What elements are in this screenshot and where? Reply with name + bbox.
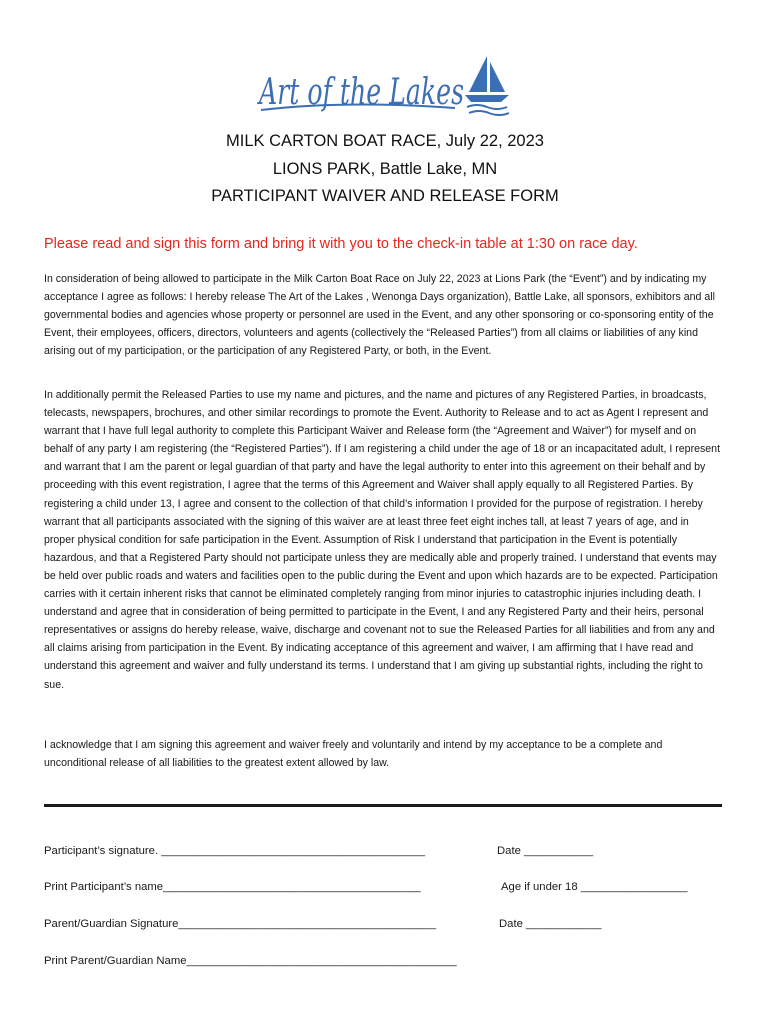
art-of-the-lakes-logo	[255, 52, 515, 120]
print-participant-name-field[interactable]: Print Participant’s name_________________________________________	[44, 881, 421, 893]
date-field-1[interactable]: Date ___________	[497, 845, 594, 857]
logo-wordmark: Art of the Lakes	[256, 72, 464, 113]
form-title: PARTICIPANT WAIVER AND RELEASE FORM	[211, 187, 559, 205]
print-guardian-name-field[interactable]: Print Parent/Guardian Name___________________________________________	[44, 955, 457, 967]
acknowledgement-paragraph: I acknowledge that I am signing this agreement and waiver freely and voluntarily and intend by my acceptance to be a complete and unconditional release of all liabilities to the greatest extent allowed by law.	[44, 739, 663, 770]
date-field-2[interactable]: Date ____________	[499, 918, 602, 930]
participant-signature-field[interactable]: Participant’s signature. __________________________________________	[44, 845, 426, 857]
age-if-under-18-field[interactable]: Age if under 18 _________________	[501, 881, 688, 893]
form-header	[0, 128, 770, 211]
release-paragraph: In consideration of being allowed to participate in the Milk Carton Boat Race on July 22, 2023 at Lions Park (the “Event”) and by indicating my acceptance I agree as follows: I hereby release The Art of the Lakes , Wenonga Days organization), Battle Lake, all sponsors, exhibitors and all governmental bodies and agencies whose property or personnel are used in the Event, and any other sponsoring or co-sponsoring entity of the Event, their employees, officers, directors, volunteers and agents (collectively the “Released Parties”) from all claims or liabilities of any kind arising out of my participation, or the participation of any Registered Party, or both, in the Event.	[44, 273, 715, 358]
guardian-signature-field[interactable]: Parent/Guardian Signature_________________________________________	[44, 918, 436, 930]
permission-paragraph: In additionally permit the Released Parties to use my name and pictures, and the name and pictures of any Registered Parties, in broadcasts, telecasts, newspapers, brochures, and other similar recordings to promote the Event. Authority to Release and to act as Agent I represent and warrant that I have full legal authority to complete this Participant Waiver and Release form (the “Agreement and Waiver”) for myself and on behalf of any party I am registering (the “Registered Parties”). If I am registering a child under the age of 18 or an incapacitated adult, I represent and warrant that I am the parent or legal guardian of that party and have the legal authority to enter into this agreement on their behalf and by proceeding with this event registration, I agree that the terms of this Agreement and Waiver shall apply equally to all Registered Parties. By registering a child under 13, I agree and consent to the collection of that child’s information I provided for the purpose of registration. I hereby warrant that all participants associated with the signing of this waiver are at least three feet eight inches tall, at least 7 years of age, and in proper physical condition for safe participation in the Event. Assumption of Risk I understand that participation in the Event is potentially hazardous, and that a Registered Party should not participate unless they are medically able and properly trained. I understand that events may be held over public roads and waters and facilities open to the public during the Event and upon which hazards are to be expected. Participation carries with it certain inherent risks that cannot be eliminated completely ranging from minor injuries to catastrophic injuries including death. I understand and agree that in consideration of being permitted to participate in the Event, I and any Registered Party and their heirs, personal representatives or assigns do hereby release, waive, discharge and covenant not to sue the Released Parties for all liabilities and from any and all claims arising from participation in the Event. By indicating acceptance of this agreement and waiver, I am affirming that I have read and understand this agreement and waiver and fully understand its terms. I understand that I am giving up substantial rights, including the right to sue.	[44, 389, 721, 691]
event-location: LIONS PARK, Battle Lake, MN	[272, 159, 498, 178]
event-title: MILK CARTON BOAT RACE, July 22, 2023	[226, 132, 544, 150]
instruction-notice: Please read and sign this form and bring it with you to the check-in table at 1:30 on race day.	[44, 236, 638, 252]
sailboat-icon	[255, 52, 515, 120]
divider	[44, 804, 722, 807]
